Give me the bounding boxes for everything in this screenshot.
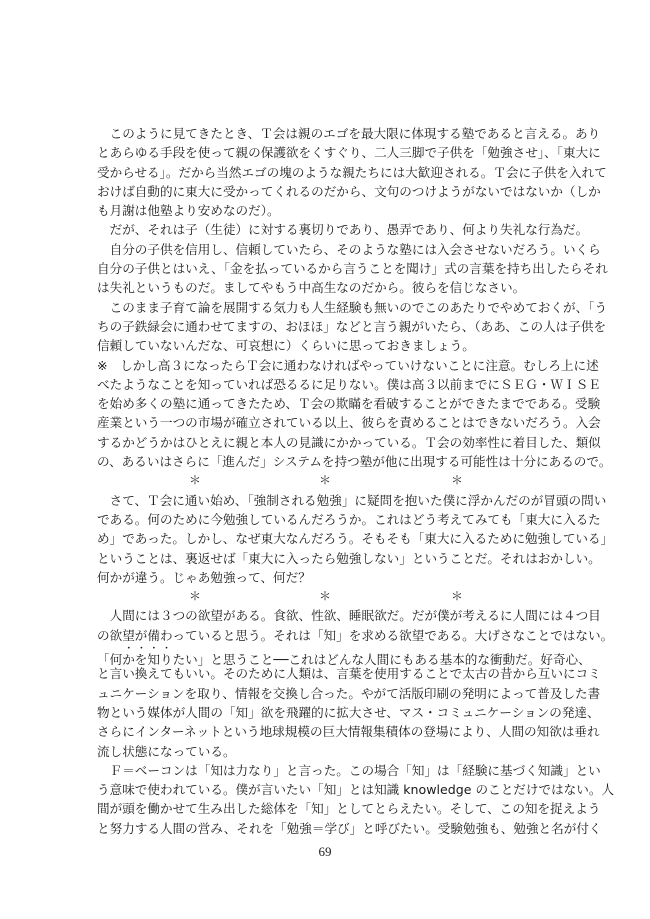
separator-star: ＊ (319, 589, 332, 604)
section-separator (97, 471, 561, 490)
text-line: は失礼というものだ。ましてやもう中高生なのだから。彼らを信じなさい。 (97, 280, 526, 296)
text-line: ということは、裏返せば「東大に入ったら勉強しない」ということだ。それはおかしい。 (97, 550, 601, 566)
separator-star: ＊ (319, 473, 332, 488)
page-number: 69 (318, 844, 332, 859)
text-line: Ｆ＝ベーコンは「知は力なり」と言った。この場合「知」は「経験に基づく知識」とい (97, 762, 601, 778)
text-line: 自分の子供とはいえ、「金を払っているから言うことを聞け」式の言葉を持ち出したらそれ (97, 261, 608, 277)
text-line: と努力する人間の営み、それを「勉強＝学び」と呼びたい。受験勉強も、勉強と名が付く (97, 820, 602, 836)
text-line: このまま子育て論を展開する気力も人生経験も無いのでこのあたりでやめておくが、「う (97, 299, 608, 315)
text-line: するかどうかはひとえに親と本人の見識にかかっている。Ｔ会の効率性に着目した、類似 (97, 434, 601, 450)
text-line: このように見てきたとき、Ｔ会は親のエゴを最大限に体現する塾であると言える。あり (97, 126, 601, 141)
text-line: 何かが違う。じゃあ勉強って、何だ？ (97, 569, 311, 585)
text-line: とあらゆる手段を使って親の保護欲をくすぐり、二人三脚で子供を「勉強させ」、「東大に (97, 145, 601, 161)
text-line: ちの子鉄緑会に通わせてますの、おほほ」などと言う親がいたら、（ああ、この人は子供を (97, 318, 607, 334)
text-line: である。何のために今勉強しているんだろうか。これはどう考えてみても「東大に入るた (97, 511, 601, 527)
separator-star: ＊ (451, 473, 464, 488)
text-line: を始め多くの塾に通ってきたため、Ｔ会の欺瞞を看破することができたまでである。受験 (97, 396, 601, 412)
text-line: 流し状態になっている。 (97, 743, 236, 759)
text-line: おけば自動的に東大に受かってくれるのだから、文句のつけようがないではないか（しか (97, 183, 601, 199)
emphasized-text: かを知り (122, 652, 173, 668)
text-line: の欲望が備わっていると思う。それは「知」を求める欲望である。大げさなことではない。 (97, 627, 614, 643)
text-line: べたようなことを知っていれば恐るるに足りない。僕は高３以前までにＳＥＧ・ＷＩＳＥ (97, 376, 601, 392)
separator-star: ＊ (189, 473, 202, 488)
text-line: 物という媒体が人間の「知」欲を飛躍的に拡大させ、マス・コミュニケーションの発達、 (97, 704, 600, 720)
separator-star: ＊ (451, 589, 464, 604)
text-line: さらにインターネットという地球規模の巨大情報集積体の登場により、人間の知欲は垂れ (97, 724, 600, 740)
text-line: だが、それは子（生徒）に対する裏切りであり、愚弄であり、何より失礼な行為だ。 (97, 222, 589, 238)
separator-star: ＊ (189, 589, 202, 604)
text-line: 産業という一つの市場が確立されている以上、彼らを責めることはできないだろう。入会 (97, 415, 601, 431)
text-line: う意味で使われている。僕が言いたい「知」とは知識 knowledge のことだけではない。人 (97, 782, 615, 798)
text-fragment: 「何 (97, 652, 123, 668)
text-line: も月謝は他塾より安めなのだ）。 (97, 203, 280, 219)
text-line: と言い換えてもいい。そのために人類は、言葉を使用することで太古の昔から互いにコミ (97, 666, 601, 682)
text-line: の、あるいはさらに「進んだ」システムを持つ塾が他に出現する可能性は十分にあるので。 (97, 454, 612, 470)
text-line: 受からせる」。だから当然エゴの塊のような親たちには大歓迎される。Ｔ会に子供を入れて (97, 164, 607, 180)
document-body (97, 124, 615, 838)
text-line: 人間には３つの欲望がある。食欲、性欲、睡眠欲だ。だが僕が考えるに人間には４つ目 (97, 608, 601, 624)
text-line: さて、Ｔ会に通い始め、「強制される勉強」に疑問を抱いた僕に浮かんだのが冒頭の問い (97, 492, 607, 508)
text-line: ※ しかし高３になったらＴ会に通わなければやっていけないことに注意。むしろ上に述 (97, 357, 599, 373)
section-separator (97, 587, 561, 606)
text-line: め」であった。しかし、なぜ東大なんだろう。そもそも「東大に入るために勉強している」 (97, 531, 614, 547)
text-line: ュニケーションを取り、情報を交換し合った。やがて活版印刷の発明によって普及した書 (97, 685, 601, 701)
text-line: 間が頭を働かせて生み出した総体を「知」としてとらえたい。そして、この知を捉えよう (97, 801, 601, 817)
text-line-emphasis (97, 645, 591, 668)
text-line: 自分の子供を信用し、信頼していたら、そのような塾には入会させないだろう。いくら (97, 241, 601, 257)
text-line: 信頼していないんだな、可哀想に）くらいに思っておきましょう。 (97, 338, 475, 354)
text-fragment: たい」と思うこと──これはどんな人間にもある基本的な衝動だ。好奇心、 (172, 652, 591, 668)
